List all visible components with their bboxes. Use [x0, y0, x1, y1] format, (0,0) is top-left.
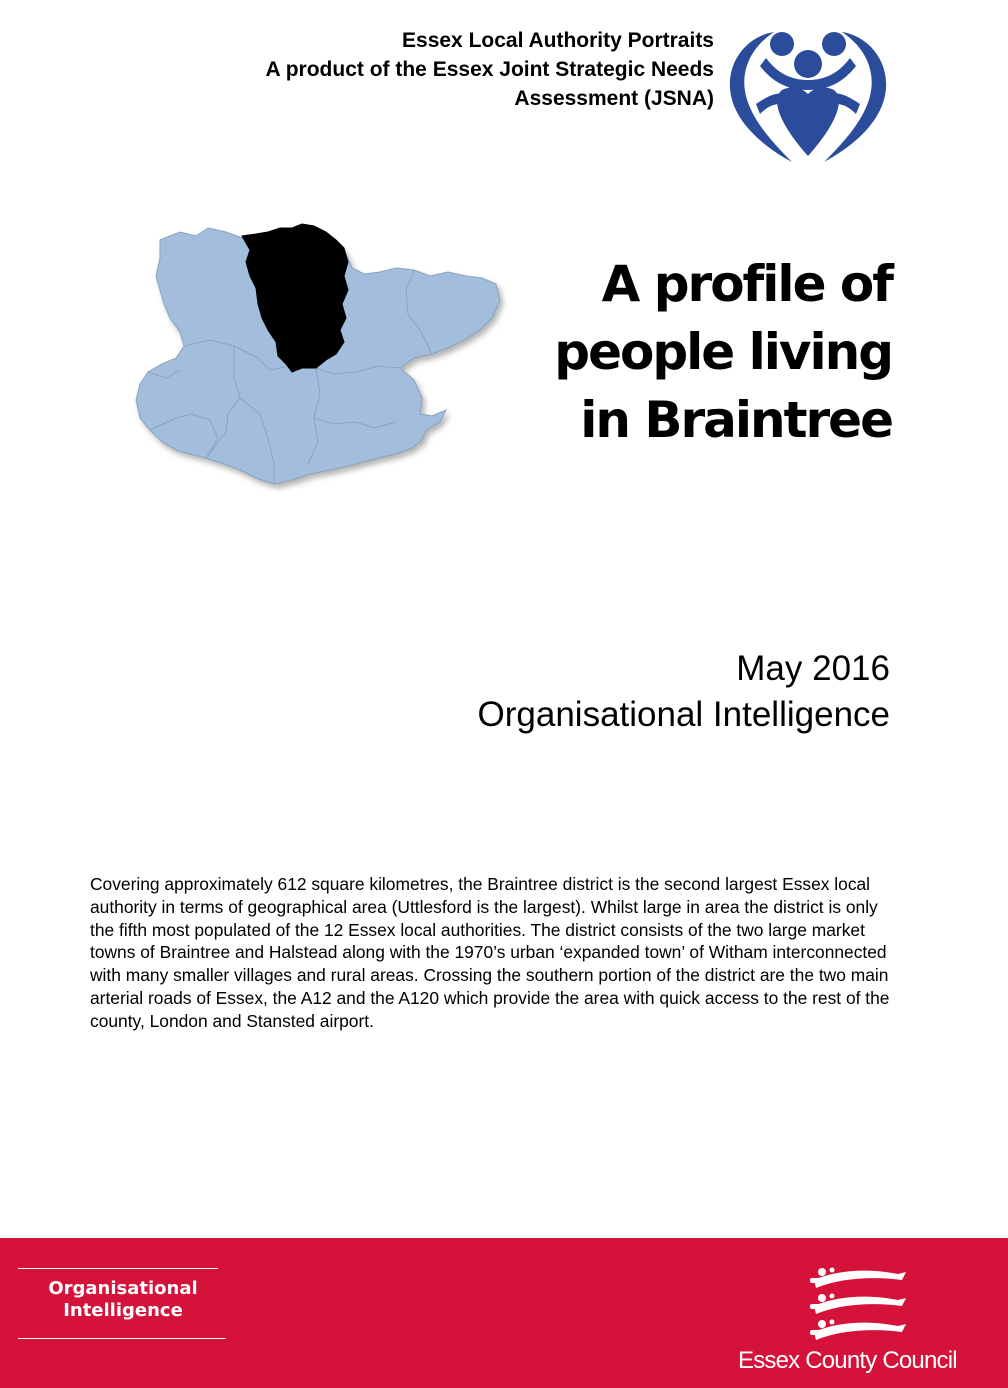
header-line-2: A product of the Essex Joint Strategic Needs: [265, 58, 714, 81]
council-name: Essex County Council: [738, 1347, 957, 1374]
portrait-series-header: [266, 26, 715, 113]
jsna-family-heart-icon: [726, 24, 890, 164]
oi-top-rule: [18, 1268, 218, 1269]
essex-district-map: [130, 218, 510, 494]
oi-logo-line-2: Intelligence: [63, 1300, 183, 1321]
title-line-3: in Braintree: [580, 391, 892, 449]
publication-date: May 2016: [736, 649, 890, 688]
title-line-1: A profile of: [601, 255, 892, 313]
publication-author: Organisational Intelligence: [477, 695, 890, 734]
oi-logo-line-1: Organisational: [48, 1278, 198, 1299]
intro-paragraph: Covering approximately 612 square kilometres, the Braintree district is the second largest Essex local authority in terms of geographical area (Uttlesford is the largest). Whilst large in area the district is only the fifth most populated of the 12 Essex local authorities. The district consists of the two large market towns of Braintree and Halstead along with the 1970’s urban ‘expanded town’ of Witham interconnected with many smaller villages and rural areas. Crossing the southern portion of the district are the two main arterial roads of Essex, the A12 and the A120 which provide the area with quick access to the rest of the county, London and Stansted airport.: [90, 874, 890, 1031]
oi-logo-text: [18, 1278, 228, 1322]
publication-info: [478, 646, 890, 738]
oi-bottom-rule: [18, 1338, 226, 1339]
header-line-1: Essex Local Authority Portraits: [402, 29, 714, 52]
three-seaxes-icon: [806, 1266, 910, 1344]
header-line-3: Assessment (JSNA): [514, 87, 714, 110]
page-title: [554, 250, 892, 454]
title-line-2: people living: [554, 323, 892, 381]
